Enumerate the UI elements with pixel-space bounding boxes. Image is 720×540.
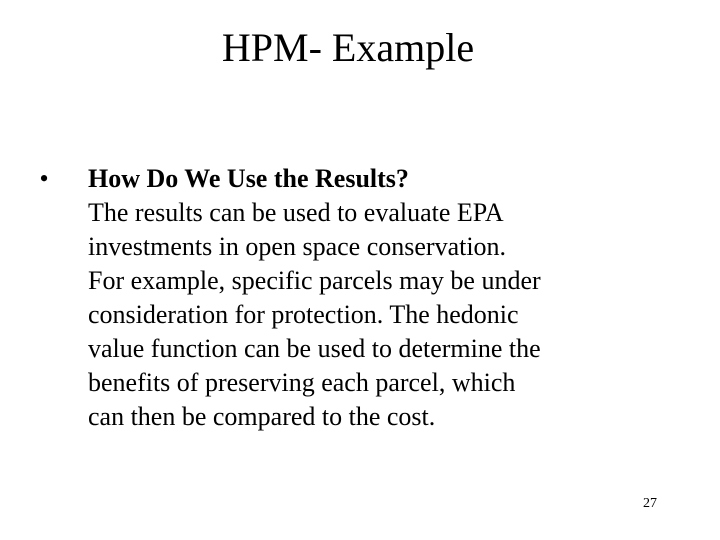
bullet-text-line: The results can be used to evaluate EPA (88, 198, 504, 227)
bullet-text-line: For example, specific parcels may be under (88, 266, 541, 295)
bullet-list (34, 162, 674, 434)
page-number: 27 (643, 496, 657, 511)
bullet-heading: How Do We Use the Results? (88, 164, 409, 193)
bullet-item (34, 162, 674, 434)
bullet-text-line: investments in open space conservation. (88, 232, 507, 261)
bullet-text-line: consideration for protection. The hedonic (88, 300, 519, 329)
bullet-text-line: can then be compared to the cost. (88, 402, 436, 431)
bullet-text-line: benefits of preserving each parcel, which (88, 368, 516, 397)
bullet-text-line: value function can be used to determine the (88, 334, 541, 363)
bullet-dot-icon: • (39, 164, 49, 193)
slide-title: HPM- Example (221, 25, 475, 70)
